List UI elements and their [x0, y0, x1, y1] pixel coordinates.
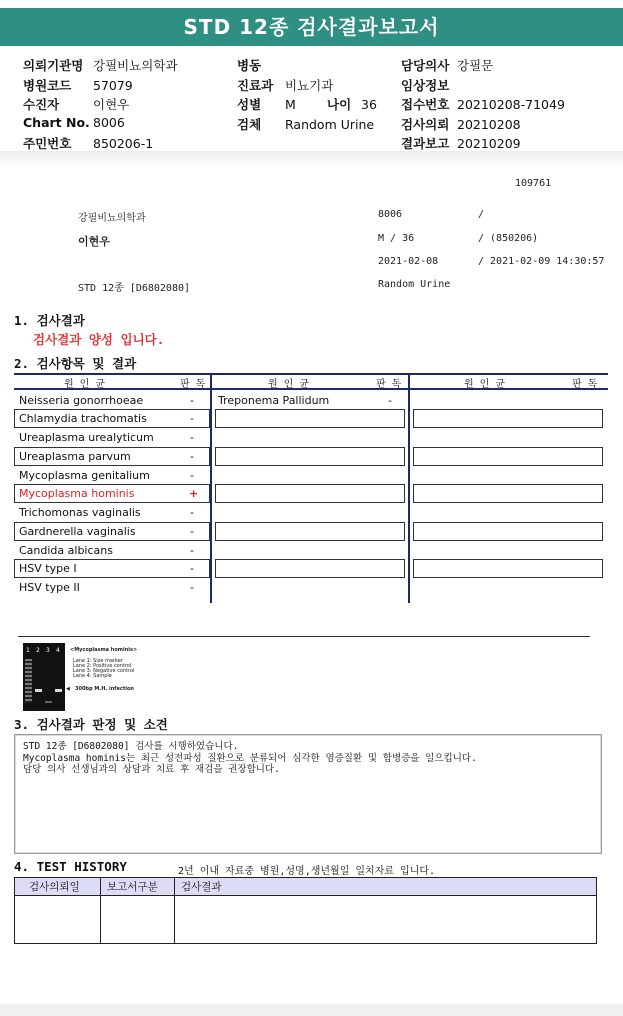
section-2-title: 2. 검사항목 및 결과: [14, 356, 137, 371]
row-box: [413, 484, 603, 503]
header-label: 병원코드: [23, 77, 72, 93]
header-label: Chart No.: [23, 114, 90, 130]
header-col-3: [401, 56, 565, 154]
history-col-divider: [174, 878, 175, 943]
organism-name: Chlamydia trachomatis: [19, 412, 147, 425]
row-box: [215, 447, 405, 466]
header-value: 20210208: [457, 116, 521, 132]
arrow-icon: ◀: [66, 686, 70, 692]
col-header-organism: 원 인 균: [64, 379, 106, 390]
header-value: 20210209: [457, 136, 521, 151]
report-title: STD 12종 검사결과보고서: [0, 8, 623, 46]
size-marker-ladder: [25, 659, 32, 703]
opinion-line: STD 12종 [D6802080] 검사를 시행하였습니다.: [23, 741, 239, 752]
patient-jumin: / (850206): [478, 233, 539, 244]
section-4-title: 4. TEST HISTORY: [14, 859, 127, 874]
lane-label: 4: [56, 647, 60, 654]
row-box: [215, 409, 405, 428]
row-box: [215, 522, 405, 541]
header-label: 의뢰기관명: [23, 58, 84, 73]
header-value: 비뇨기과: [285, 77, 334, 93]
grid-divider: [210, 373, 212, 603]
row-box: [413, 559, 603, 578]
header-label: 성별: [237, 97, 262, 112]
lane-label: 3: [46, 647, 50, 654]
lane-label: 2: [36, 647, 40, 654]
col-header-judge: 판 독: [376, 379, 402, 390]
gel-electrophoresis-image: [23, 643, 65, 711]
header-col-2: [237, 56, 377, 134]
header-value: 20210208-71049: [457, 97, 565, 112]
organism-name: HSV type II: [19, 581, 80, 594]
row-box: [215, 484, 405, 503]
gel-annotation: 300bp M.H. infection: [75, 686, 134, 692]
organism-result: -: [190, 431, 194, 444]
age-label: 나이: [327, 97, 352, 112]
header-value: 8006: [93, 114, 125, 130]
header-label: 진료과: [237, 77, 274, 93]
col-header-judge: 판 독: [180, 379, 206, 390]
gel-image-panel: [18, 636, 590, 714]
header-value: 850206-1: [93, 136, 154, 151]
opinion-line: Mycoplasma hominis는 최근 성전파성 질환으로 분류되어 심각한 염증질환 및 합병증을 일으킵니다.: [23, 752, 477, 764]
organism-name: Neisseria gonorrhoeae: [19, 394, 144, 407]
header-col-1: [23, 56, 178, 154]
organism-result: -: [190, 506, 194, 519]
receipt-date: 2021-02-08: [378, 256, 439, 267]
patient-name: 이현우: [78, 235, 110, 248]
organism-name: Mycoplasma genitalium: [19, 469, 150, 482]
organism-result: -: [190, 450, 194, 463]
lane-label: 1: [26, 647, 30, 654]
organism-name: Treponema Pallidum: [218, 394, 330, 407]
col-header-organism: 원 인 균: [464, 379, 506, 390]
header-label: 수진자: [23, 97, 60, 112]
history-col-header: 검사의뢰일: [29, 881, 80, 893]
section-divider: [0, 151, 623, 167]
organism-name: Trichomonas vaginalis: [19, 506, 141, 519]
row-box: [215, 559, 405, 578]
patient-chart: 8006: [378, 209, 403, 220]
organism-name-positive: Mycoplasma hominis: [19, 487, 135, 500]
organism-result: -: [190, 394, 194, 407]
history-col-header: 검사결과: [181, 881, 222, 893]
section-3-title: 3. 검사결과 판정 및 소견: [14, 717, 168, 732]
history-table: [14, 877, 597, 944]
patient-code: 109761: [515, 178, 552, 189]
organism-result: -: [190, 562, 194, 575]
result-positive-text: 검사결과 양성 입니다.: [33, 332, 165, 347]
organism-result: -: [190, 581, 194, 594]
opinion-box: [14, 734, 602, 854]
organism-name: Ureaplasma urealyticum: [19, 431, 154, 444]
gel-band: [55, 689, 62, 692]
gel-band: [35, 689, 42, 692]
col-header-organism: 원 인 균: [268, 379, 310, 390]
header-label: 결과보고: [401, 136, 450, 151]
history-note: 2년 이내 자료중 병원,성명,생년월일 일치자료 입니다.: [178, 866, 436, 877]
header-value: 이현우: [93, 97, 130, 112]
organism-result: -: [190, 412, 194, 425]
report-datetime: / 2021-02-09 14:30:57: [478, 256, 605, 267]
header-value: 강필비뇨의학과: [93, 58, 178, 73]
test-name: STD 12종 [D6802080]: [78, 283, 191, 294]
header-label: 임상정보: [401, 77, 450, 93]
gel-title: <Mycoplasma hominis>: [70, 647, 138, 653]
organism-name: Gardnerella vaginalis: [19, 525, 136, 538]
grid-divider: [408, 373, 410, 603]
history-col-header: 보고서구분: [107, 881, 158, 893]
specimen: Random Urine: [378, 279, 451, 290]
patient-sex-age: M / 36: [378, 233, 415, 244]
gel-band: [45, 701, 52, 703]
organism-result: -: [190, 469, 194, 482]
header-label: 병동: [237, 58, 262, 73]
organism-name: Candida albicans: [19, 544, 113, 557]
organism-result: -: [190, 544, 194, 557]
organism-name: Ureaplasma parvum: [19, 450, 131, 463]
organism-result: -: [190, 525, 194, 538]
header-label: 검체: [237, 116, 262, 132]
col-header-judge: 판 독: [572, 379, 598, 390]
gel-legend: Lane 2: Positive control: [73, 663, 132, 669]
patient-clinic: 강필비뇨의학과: [78, 213, 146, 224]
patient-slash: /: [478, 209, 485, 220]
age-value: 36: [361, 97, 377, 112]
page-footer-bar: [0, 1004, 623, 1016]
organism-result: -: [388, 394, 392, 407]
organism-name: HSV type I: [19, 562, 77, 575]
row-box: [413, 522, 603, 541]
gel-legend: Lane 4: Sample: [73, 673, 112, 679]
history-col-divider: [100, 878, 101, 943]
opinion-line: 담당 의사 선생님과의 상담과 치료 후 재검을 권장합니다.: [23, 764, 280, 775]
gel-legend: Lane 1: Size marker: [73, 658, 123, 664]
header-label: 담당의사: [401, 58, 450, 73]
header-label: 주민번호: [23, 136, 72, 151]
row-box: [413, 409, 603, 428]
row-box: [413, 447, 603, 466]
header-value: 강필문: [457, 58, 494, 73]
header-value: M: [285, 97, 296, 112]
header-label: 검사의뢰: [401, 116, 450, 132]
header-value: Random Urine: [285, 116, 375, 132]
header-value: 57079: [93, 77, 133, 93]
header-label: 접수번호: [401, 97, 450, 112]
section-1-title: 1. 검사결과: [14, 313, 85, 328]
gel-legend: Lane 3: Negative control: [73, 668, 135, 674]
organism-result-positive: +: [189, 487, 199, 500]
